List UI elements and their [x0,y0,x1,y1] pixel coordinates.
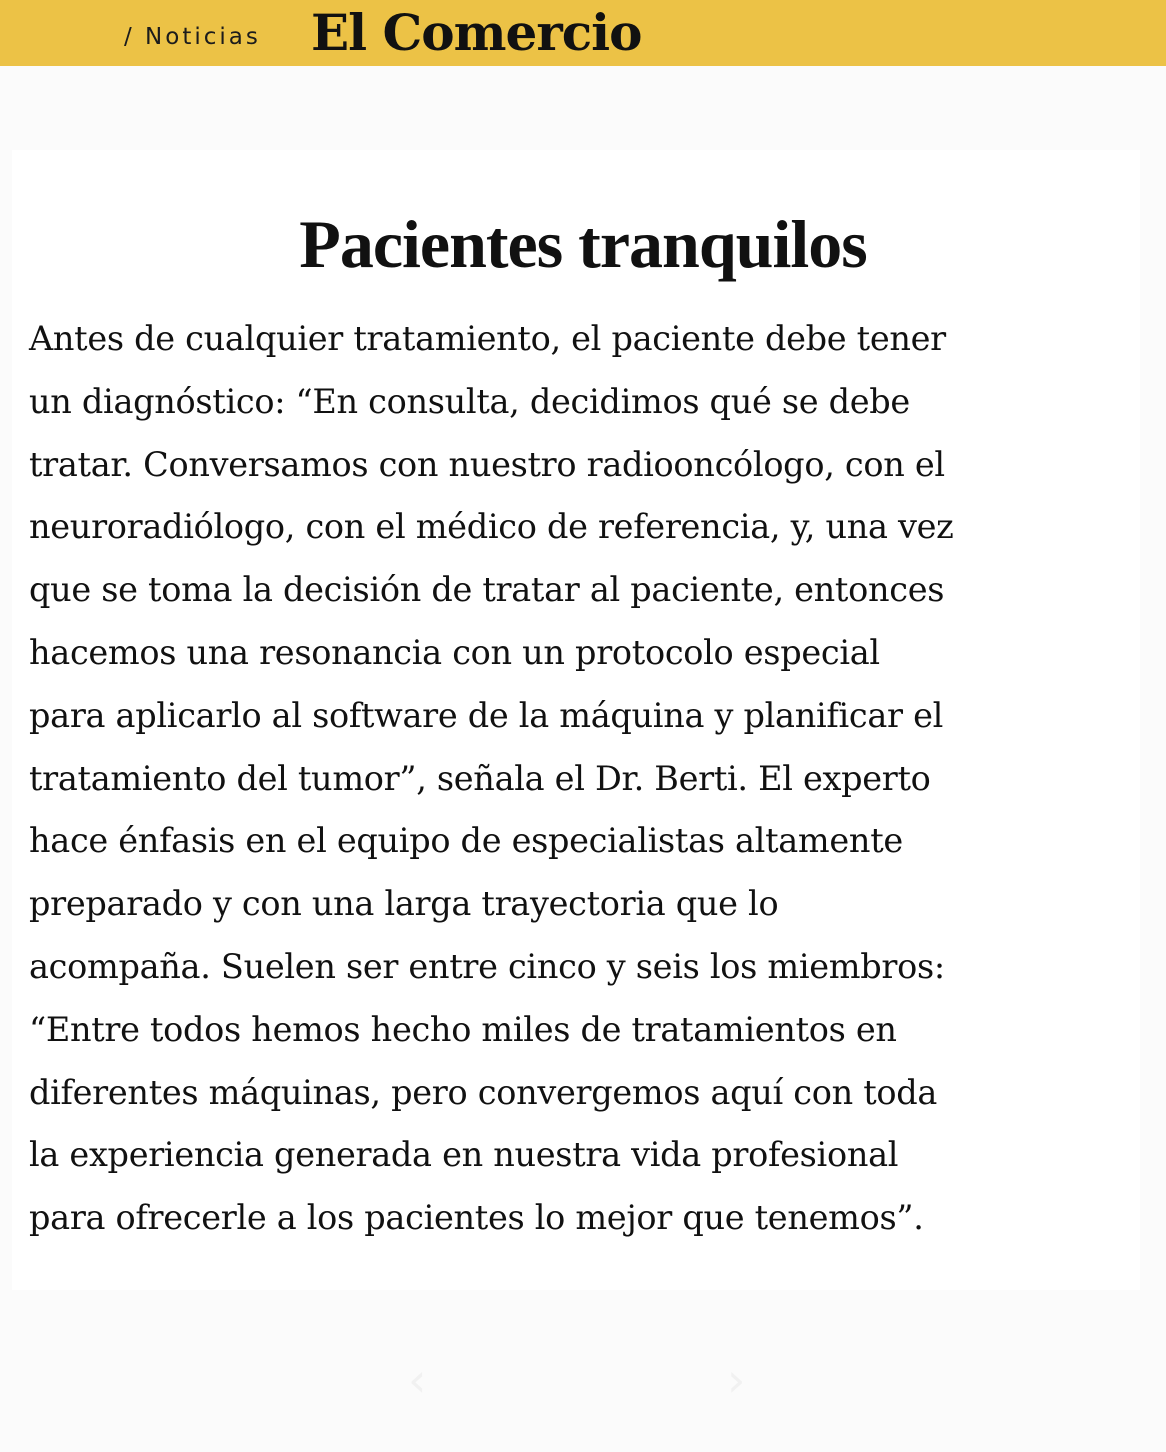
slider-navigation [0,1350,1166,1410]
section-link-noticias[interactable]: / Noticias [124,24,261,50]
article-body: Antes de cualquier tratamiento, el paciente debe tener un diagnóstico: “En consulta, decidimos qué se debe tratar. Conversamos con nuestro radiooncólogo, con el neuroradiólogo, con el médico de referencia, y, una vez que se toma la decisión de tratar al paciente, entonces hacemos una resonancia con un protocolo especial para aplicarlo al software de la máquina y planificar el tratamiento del tumor”, señala el Dr. Berti. El experto hace énfasis en el equipo de especialistas altamente preparado y con una larga trayectoria que lo acompaña. Suelen ser entre cinco y seis los miembros: “Entre todos hemos hecho miles de tratamientos en diferentes máquinas, pero convergemos aquí con toda la experiencia generada en nuestra vida profesional para ofrecerle a los pacientes lo mejor que tenemos”. [29,319,954,1238]
el-comercio-logo[interactable]: El Comercio [311,3,642,62]
article-heading: Pacientes tranquilos [299,206,867,282]
top-bar [0,0,1166,66]
chevron-right-icon[interactable]: › [727,1353,746,1407]
chevron-left-icon[interactable]: ‹ [408,1353,427,1407]
